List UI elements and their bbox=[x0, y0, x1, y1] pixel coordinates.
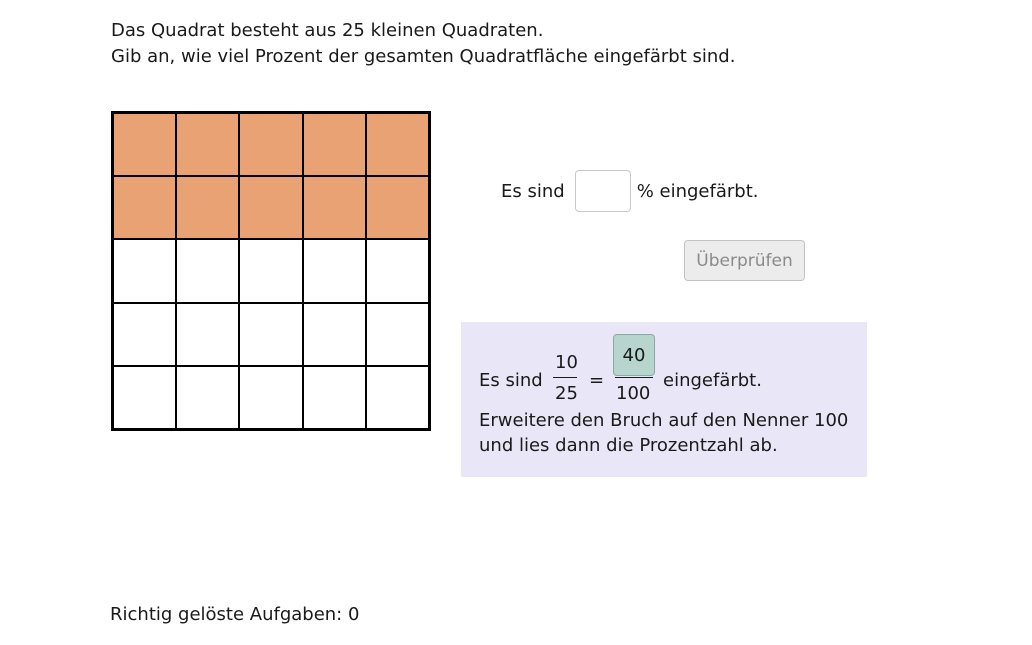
score-label: Richtig gelöste Aufgaben: bbox=[110, 604, 343, 625]
filled-cell bbox=[366, 113, 429, 176]
empty-cell bbox=[239, 239, 302, 302]
empty-cell bbox=[176, 303, 239, 366]
filled-cell bbox=[239, 113, 302, 176]
hint-prefix: Es sind bbox=[479, 370, 543, 391]
empty-cell bbox=[366, 366, 429, 429]
filled-cell bbox=[239, 176, 302, 239]
score-display bbox=[110, 604, 359, 625]
empty-cell bbox=[239, 366, 302, 429]
hint-suffix: eingefärbt. bbox=[663, 370, 762, 391]
filled-cell bbox=[113, 113, 176, 176]
fraction-denominator: 25 bbox=[555, 383, 578, 404]
filled-cell bbox=[176, 113, 239, 176]
hint-equation bbox=[479, 334, 859, 414]
percent-input[interactable] bbox=[575, 170, 631, 212]
answer-prefix: Es sind bbox=[501, 180, 565, 202]
filled-cell bbox=[303, 113, 366, 176]
answer-row bbox=[501, 170, 758, 212]
empty-cell bbox=[303, 366, 366, 429]
empty-cell bbox=[176, 239, 239, 302]
square-grid bbox=[111, 111, 431, 431]
check-button[interactable]: Überprüfen bbox=[684, 240, 805, 281]
expanded-numerator: 40 bbox=[622, 344, 646, 366]
fraction-bar bbox=[553, 377, 577, 378]
empty-cell bbox=[113, 303, 176, 366]
equals-sign: = bbox=[589, 370, 605, 391]
fraction-numerator: 10 bbox=[555, 352, 578, 373]
filled-cell bbox=[176, 176, 239, 239]
empty-cell bbox=[113, 366, 176, 429]
expanded-fraction-bar bbox=[615, 377, 653, 378]
empty-cell bbox=[113, 239, 176, 302]
empty-cell bbox=[303, 303, 366, 366]
answer-suffix: % eingefärbt. bbox=[636, 180, 759, 202]
empty-cell bbox=[366, 303, 429, 366]
expanded-numerator-box bbox=[613, 334, 655, 376]
instruction-line-2: Gib an, wie viel Prozent der gesamten Quadratfläche eingefärbt sind. bbox=[111, 46, 736, 67]
hint-line-2: Erweitere den Bruch auf den Nenner 100 bbox=[479, 410, 849, 431]
empty-cell bbox=[366, 239, 429, 302]
task-instructions bbox=[111, 18, 735, 70]
expanded-denominator: 100 bbox=[616, 383, 651, 404]
hint-line-3: und lies dann die Prozentzahl ab. bbox=[479, 435, 778, 456]
filled-cell bbox=[113, 176, 176, 239]
filled-cell bbox=[303, 176, 366, 239]
empty-cell bbox=[303, 239, 366, 302]
filled-cell bbox=[366, 176, 429, 239]
empty-cell bbox=[239, 303, 302, 366]
empty-cell bbox=[176, 366, 239, 429]
instruction-line-1: Das Quadrat besteht aus 25 kleinen Quadraten. bbox=[111, 20, 544, 41]
hint-box bbox=[461, 322, 867, 477]
hint-explanation bbox=[479, 408, 848, 458]
score-value: 0 bbox=[348, 604, 360, 625]
